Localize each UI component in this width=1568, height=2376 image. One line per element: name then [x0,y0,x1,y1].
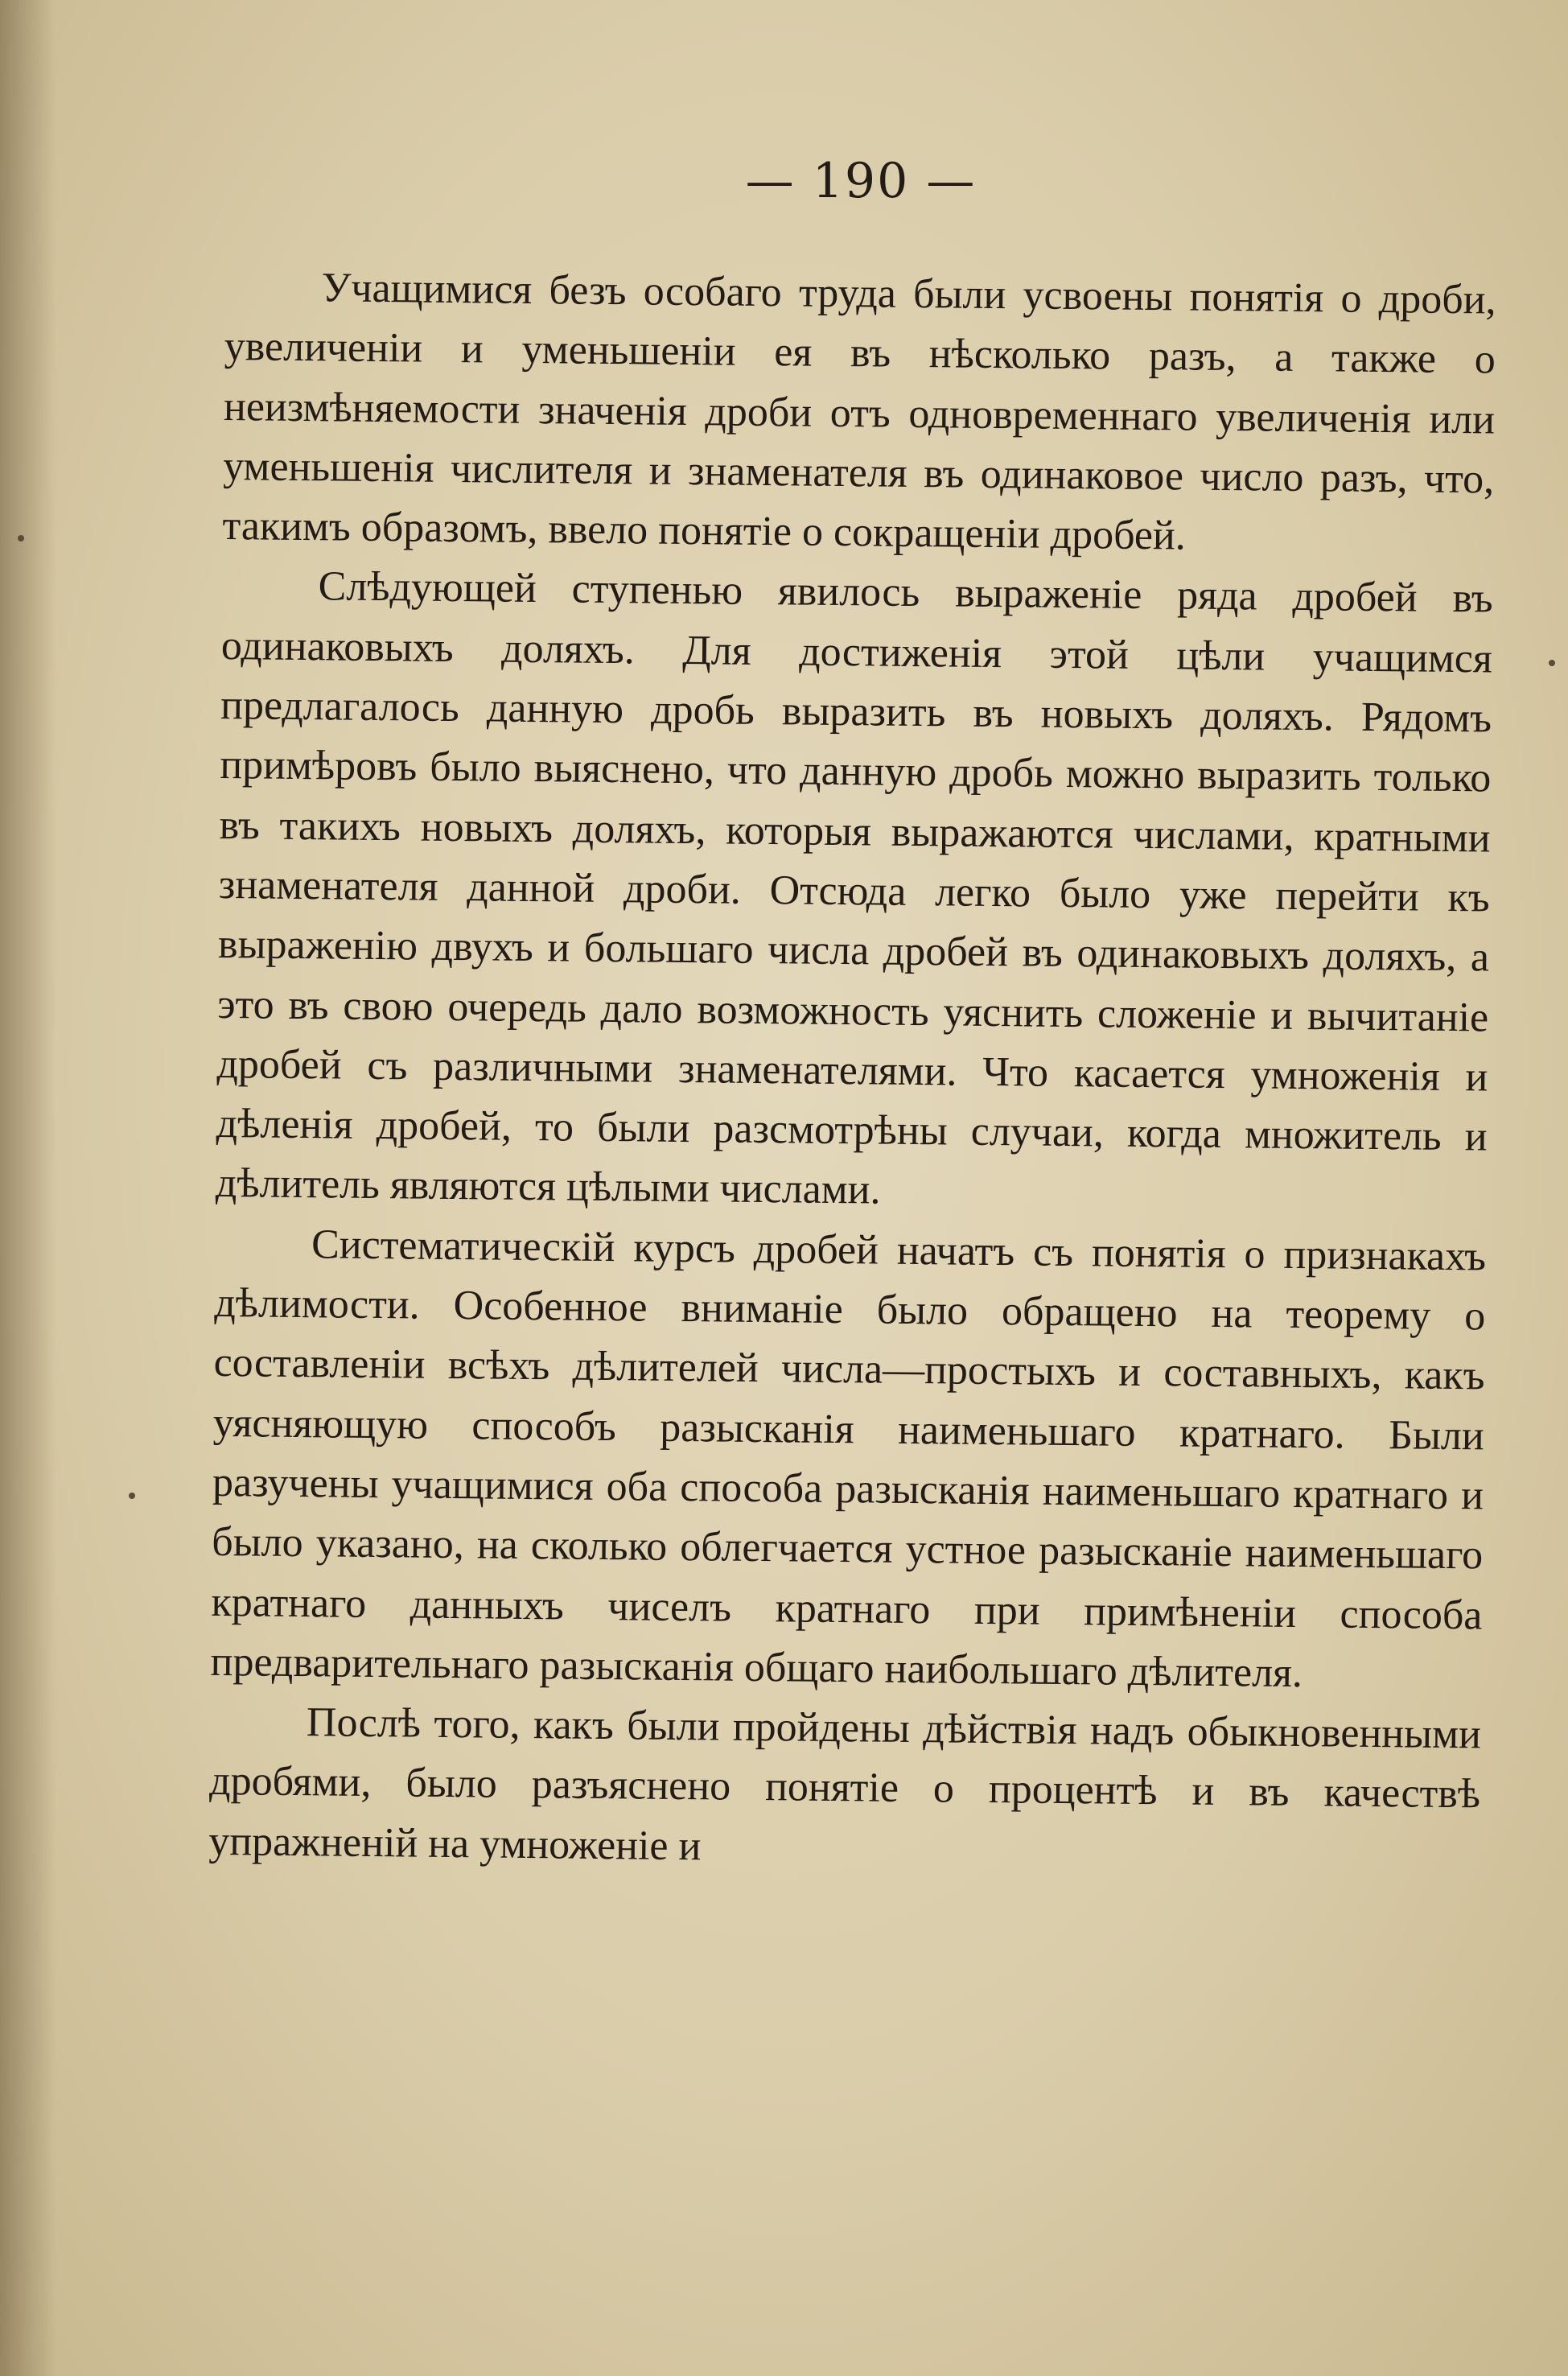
paragraph-2: Слѣдующей ступенью явилось выраженіе ряда дробей въ одинаковыхъ доляхъ. Для достиженія этой цѣли учащимся предлагалось данную дробь выразить въ новыхъ доляхъ. Рядомъ примѣровъ было выяснено, что данную дробь можно выразить только въ такихъ новыхъ доляхъ, которыя выражаются числами, кратными знаменателя данной дроби. Отсюда легко было уже перейти къ выраженію двухъ и большаго числа дробей въ одинаковыхъ доляхъ, а это въ свою очередь дало возможность уяснить сложеніе и вычитаніе дробей съ различными знаменателями. Что касается умноженія и дѣленія дробей, то были разсмотрѣны случаи, когда множитель и дѣлитель являются цѣлыми числами. [215,563,1493,1214]
paragraph-3: Систематическій курсъ дробей начатъ съ понятія о признакахъ дѣлимости. Особенное вниманіе было обращено на теорему о составленіи всѣхъ дѣлителей числа—простыхъ и составныхъ, какъ уясняющую способъ разысканія наименьшаго кратнаго. Были разучены учащимися оба способа разысканія наименьшаго кратнаго и было указано, на сколько облегчается устное разысканіе наименьшаго кратнаго данныхъ чиселъ кратнаго при примѣненіи способа предварительнаго разысканія общаго наибольшаго дѣлителя. [210,1221,1487,1696]
page-gutter-shadow [0,0,56,2376]
paragraph-4: Послѣ того, какъ были пройдены дѣйствія надъ обыкновенными дробями, было разъяснено понятіе о процентѣ и въ качествѣ упражненій на умноженіе и [208,1699,1482,1870]
ink-speck [18,535,24,541]
ink-speck [1549,660,1555,666]
paragraph-1: Учащимися безъ особаго труда были усвоены понятія о дроби, увеличеніи и уменьшеніи ея въ нѣсколько разъ, а также о неизмѣняемости значенія дроби отъ одновременнаго увеличенія или уменьшенія числителя и знаменателя въ одинаковое число разъ, что, такимъ образомъ, ввело понятіе о сокращеніи дробей. [222,265,1496,559]
page-number: — 190 — [745,153,977,209]
ink-speck [129,1493,135,1499]
body-text [208,257,1496,1884]
